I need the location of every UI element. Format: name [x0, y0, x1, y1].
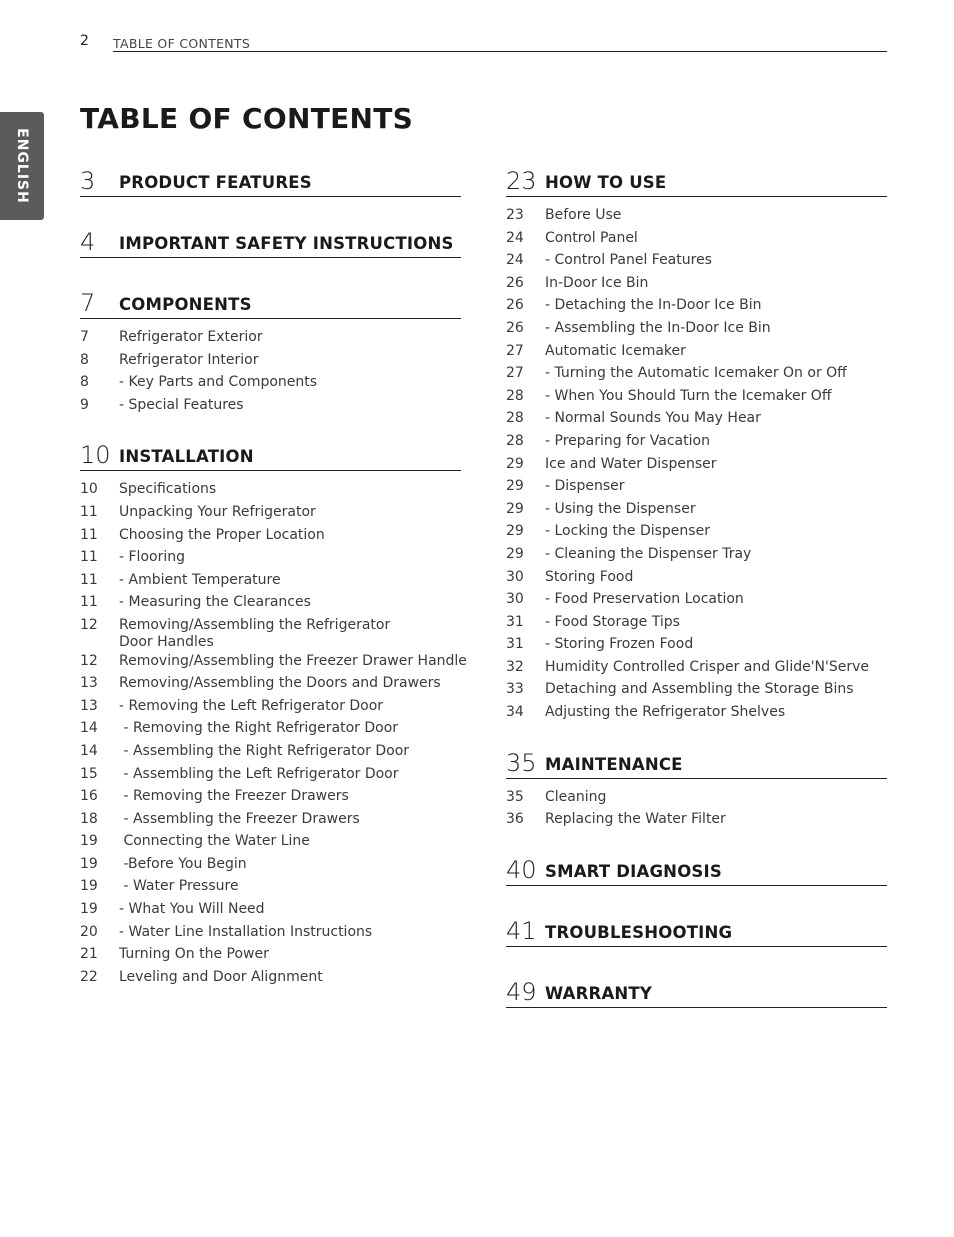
toc-entry[interactable] — [506, 678, 887, 701]
entry-page-number: 29 — [506, 478, 524, 495]
toc-entry[interactable] — [80, 591, 461, 614]
section-heading[interactable] — [80, 289, 461, 319]
toc-entry[interactable] — [80, 394, 461, 417]
toc-entry[interactable] — [80, 853, 461, 876]
toc-entry[interactable] — [506, 656, 887, 679]
entry-page-number: 21 — [80, 946, 98, 963]
section-heading[interactable] — [506, 917, 887, 947]
toc-entry[interactable] — [506, 294, 887, 317]
toc-entry[interactable] — [80, 830, 461, 853]
toc-section — [506, 749, 887, 831]
toc-section — [506, 167, 887, 724]
toc-entry[interactable] — [506, 362, 887, 385]
entry-title[interactable]: Refrigerator Interior — [119, 351, 259, 368]
entry-title[interactable]: Storing Food — [545, 568, 634, 585]
entry-page-number: 22 — [80, 968, 98, 985]
entry-page-number: 26 — [506, 274, 524, 291]
entry-page-number: 11 — [80, 526, 98, 543]
entry-page-number: 29 — [506, 523, 524, 540]
entry-page-number: 13 — [80, 675, 98, 692]
running-header: TABLE OF CONTENTS — [113, 36, 251, 51]
section-heading[interactable] — [506, 749, 887, 779]
entry-page-number: 28 — [506, 432, 524, 449]
entry-title[interactable]: - Cleaning the Dispenser Tray — [545, 545, 752, 562]
section-title[interactable]: INSTALLATION — [119, 447, 254, 467]
entry-title[interactable]: - Control Panel Features — [545, 252, 712, 269]
entry-page-number: 27 — [506, 342, 524, 359]
entry-page-number: 19 — [80, 878, 98, 895]
entry-page-number: 19 — [80, 833, 98, 850]
entry-page-number: 30 — [506, 568, 524, 585]
toc-section — [80, 441, 467, 988]
entry-title[interactable]: - Assembling the Left Refrigerator Door — [119, 765, 399, 782]
entry-title-continued[interactable]: Door Handles — [119, 633, 214, 650]
section-items — [506, 779, 887, 831]
entry-page-number: 15 — [80, 765, 98, 782]
entry-page-number: 32 — [506, 658, 524, 675]
entry-title[interactable]: In-Door Ice Bin — [545, 274, 649, 291]
entry-title[interactable]: Detaching and Assembling the Storage Bins — [545, 681, 854, 698]
entry-page-number: 14 — [80, 742, 98, 759]
page-title: TABLE OF CONTENTS — [80, 102, 414, 135]
toc-entry[interactable] — [80, 898, 461, 921]
entry-page-number: 8 — [80, 374, 89, 391]
toc-entry[interactable] — [80, 326, 461, 349]
toc-entry[interactable] — [80, 763, 461, 786]
entry-title[interactable]: - Removing the Right Refrigerator Door — [119, 720, 399, 737]
entry-page-number: 35 — [506, 788, 524, 805]
toc-entry[interactable] — [80, 875, 461, 898]
section-heading[interactable] — [506, 978, 887, 1008]
entry-title[interactable]: Control Panel — [545, 229, 638, 246]
section-page-number: 23 — [506, 167, 537, 195]
entry-title[interactable]: - Assembling the In-Door Ice Bin — [545, 319, 771, 336]
header-rule — [113, 51, 887, 52]
entry-title[interactable]: - Storing Frozen Food — [545, 636, 694, 653]
section-page-number: 3 — [80, 167, 96, 195]
toc-entry[interactable] — [80, 785, 461, 808]
entry-title[interactable]: - Food Preservation Location — [545, 591, 744, 608]
entry-page-number: 13 — [80, 697, 98, 714]
entry-title[interactable]: Connecting the Water Line — [119, 833, 310, 850]
section-title[interactable]: TROUBLESHOOTING — [545, 922, 733, 942]
entry-title[interactable]: - Using the Dispenser — [545, 500, 696, 517]
entry-title[interactable]: - Special Features — [119, 396, 244, 413]
section-title[interactable]: SMART DIAGNOSIS — [545, 861, 722, 881]
toc-entry[interactable] — [506, 317, 887, 340]
page-number: 2 — [80, 33, 89, 49]
entry-title[interactable]: Refrigerator Exterior — [119, 329, 263, 345]
toc-entry[interactable] — [80, 349, 461, 372]
entry-title[interactable]: Cleaning — [545, 788, 607, 805]
toc-entry[interactable] — [506, 407, 887, 430]
toc-section — [80, 228, 461, 258]
entry-title[interactable]: Leveling and Door Alignment — [119, 968, 323, 985]
toc-right-column — [506, 167, 887, 1039]
toc-entry[interactable] — [506, 786, 887, 809]
toc-entry[interactable] — [80, 569, 461, 592]
section-page-number: 35 — [506, 748, 537, 777]
entry-title[interactable]: Adjusting the Refrigerator Shelves — [545, 704, 786, 721]
entry-page-number: 29 — [506, 455, 524, 472]
section-page-number: 7 — [80, 289, 96, 317]
toc-entry[interactable] — [80, 740, 461, 763]
section-title[interactable]: COMPONENTS — [119, 295, 252, 314]
entry-title[interactable]: - Assembling the Freezer Drawers — [119, 810, 360, 827]
entry-title[interactable]: - Water Pressure — [119, 878, 239, 895]
entry-title[interactable]: Before Use — [545, 207, 622, 223]
toc-entry[interactable] — [506, 808, 887, 831]
toc-entry[interactable] — [506, 272, 887, 295]
entry-page-number: 24 — [506, 252, 524, 269]
entry-title[interactable]: Removing/Assembling the Freezer Drawer Handle — [119, 652, 467, 669]
section-title[interactable]: HOW TO USE — [545, 173, 667, 192]
entry-page-number: 8 — [80, 351, 89, 368]
entry-title[interactable]: - When You Should Turn the Icemaker Off — [545, 387, 832, 404]
entry-page-number: 11 — [80, 571, 98, 588]
toc-section — [506, 978, 887, 1008]
entry-title[interactable]: -Before You Begin — [119, 855, 247, 872]
entry-title[interactable]: - Removing the Left Refrigerator Door — [119, 697, 384, 714]
entry-page-number: 26 — [506, 319, 524, 336]
entry-page-number: 23 — [506, 207, 524, 223]
entry-page-number: 9 — [80, 396, 89, 413]
section-heading[interactable] — [80, 167, 461, 197]
section-page-number: 41 — [506, 916, 537, 945]
entry-title[interactable]: Replacing the Water Filter — [545, 811, 726, 828]
toc-entry[interactable] — [506, 498, 887, 521]
section-title[interactable]: IMPORTANT SAFETY INSTRUCTIONS — [119, 234, 454, 253]
entry-title[interactable]: Specifications — [119, 481, 217, 498]
toc-entry[interactable] — [80, 943, 461, 966]
entry-page-number: 33 — [506, 681, 524, 698]
entry-title[interactable]: - Locking the Dispenser — [545, 523, 710, 540]
toc-entry[interactable] — [80, 614, 461, 650]
toc-entry[interactable] — [80, 524, 461, 547]
entry-page-number: 20 — [80, 923, 98, 940]
entry-page-number: 27 — [506, 365, 524, 382]
toc-section — [506, 917, 887, 947]
entry-page-number: 18 — [80, 810, 98, 827]
entry-page-number: 11 — [80, 503, 98, 520]
entry-title[interactable]: - Normal Sounds You May Hear — [545, 410, 761, 427]
toc-entry[interactable] — [506, 430, 887, 453]
entry-page-number: 11 — [80, 549, 98, 566]
entry-title[interactable]: Unpacking Your Refrigerator — [119, 503, 316, 520]
toc-section — [80, 289, 461, 416]
entry-title[interactable]: - Dispenser — [545, 478, 625, 495]
entry-title[interactable]: Removing/Assembling the Refrigerator — [119, 616, 391, 633]
toc-entry[interactable] — [80, 695, 461, 718]
entry-title[interactable]: - Water Line Installation Instructions — [119, 923, 373, 940]
section-heading[interactable] — [80, 441, 461, 471]
entry-title[interactable]: - Measuring the Clearances — [119, 594, 311, 611]
entry-title[interactable]: - Key Parts and Components — [119, 374, 318, 391]
toc-entry[interactable] — [80, 501, 461, 524]
toc-entry[interactable] — [506, 543, 887, 566]
toc-entry[interactable] — [506, 453, 887, 476]
toc-entry[interactable] — [506, 520, 887, 543]
entry-page-number: 12 — [80, 616, 98, 633]
entry-page-number: 14 — [80, 720, 98, 737]
entry-title[interactable]: - Removing the Freezer Drawers — [119, 788, 349, 805]
toc-entry[interactable] — [506, 588, 887, 611]
language-tab — [0, 112, 44, 220]
toc-entry[interactable] — [80, 921, 461, 944]
entry-title[interactable]: - Assembling the Right Refrigerator Door — [119, 742, 410, 759]
entry-title[interactable]: - Turning the Automatic Icemaker On or Off — [545, 365, 847, 382]
entry-page-number: 11 — [80, 594, 98, 611]
toc-entry[interactable] — [506, 340, 887, 363]
section-page-number: 4 — [80, 228, 96, 256]
entry-page-number: 31 — [506, 613, 524, 630]
entry-title[interactable]: Removing/Assembling the Doors and Drawers — [119, 675, 441, 692]
entry-page-number: 34 — [506, 704, 524, 721]
section-title[interactable]: WARRANTY — [545, 983, 653, 1003]
entry-title[interactable]: Turning On the Power — [119, 946, 269, 963]
entry-title[interactable]: Choosing the Proper Location — [119, 526, 325, 543]
entry-page-number: 28 — [506, 410, 524, 427]
toc-entry[interactable] — [80, 808, 461, 831]
toc-entry[interactable] — [80, 966, 461, 989]
entry-title[interactable]: - Ambient Temperature — [119, 571, 281, 588]
section-items — [80, 471, 467, 988]
toc-entry[interactable] — [80, 672, 461, 695]
section-page-number: 40 — [506, 855, 537, 884]
entry-title[interactable]: - Flooring — [119, 549, 185, 566]
toc-entry[interactable] — [80, 371, 461, 394]
entry-page-number: 29 — [506, 500, 524, 517]
entry-page-number: 26 — [506, 297, 524, 314]
section-heading[interactable] — [506, 167, 887, 197]
entry-title[interactable]: - What You Will Need — [119, 901, 265, 918]
entry-title[interactable]: Automatic Icemaker — [545, 342, 686, 359]
entry-page-number: 28 — [506, 387, 524, 404]
section-title[interactable]: PRODUCT FEATURES — [119, 173, 312, 192]
section-items — [80, 319, 461, 416]
entry-page-number: 30 — [506, 591, 524, 608]
toc-entry[interactable] — [80, 717, 461, 740]
toc-entry[interactable] — [506, 633, 887, 656]
toc-section — [506, 856, 887, 886]
entry-page-number: 19 — [80, 901, 98, 918]
language-tab-label: ENGLISH — [14, 128, 30, 204]
toc-entry[interactable] — [80, 546, 461, 569]
entry-page-number: 10 — [80, 481, 98, 498]
entry-page-number: 19 — [80, 855, 98, 872]
entry-page-number: 16 — [80, 788, 98, 805]
toc-entry[interactable] — [80, 650, 467, 673]
entry-title[interactable]: - Food Storage Tips — [545, 613, 680, 630]
toc-entry[interactable] — [80, 478, 461, 501]
entry-page-number: 12 — [80, 652, 98, 669]
section-heading[interactable] — [506, 856, 887, 886]
entry-title[interactable]: Humidity Controlled Crisper and Glide'N'Serve — [545, 658, 870, 675]
section-heading[interactable] — [80, 228, 461, 258]
entry-page-number: 36 — [506, 811, 524, 828]
entry-page-number: 7 — [80, 329, 89, 345]
entry-title[interactable]: - Preparing for Vacation — [545, 432, 710, 449]
toc-left-column — [80, 167, 467, 1013]
toc-entry[interactable] — [506, 227, 887, 250]
entry-page-number: 24 — [506, 229, 524, 246]
toc-entry[interactable] — [506, 611, 887, 634]
entry-page-number: 31 — [506, 636, 524, 653]
section-page-number: 10 — [80, 441, 111, 470]
toc-entry[interactable] — [506, 385, 887, 408]
entry-page-number: 29 — [506, 545, 524, 562]
toc-section — [80, 167, 461, 197]
section-items — [506, 197, 887, 724]
toc-entry[interactable] — [506, 249, 887, 272]
toc-entry[interactable] — [506, 204, 887, 227]
entry-title[interactable]: - Detaching the In-Door Ice Bin — [545, 297, 762, 314]
toc-entry[interactable] — [506, 701, 887, 724]
toc-entry[interactable] — [506, 475, 887, 498]
section-title[interactable]: MAINTENANCE — [545, 754, 683, 774]
toc-entry[interactable] — [506, 566, 887, 589]
section-page-number: 49 — [506, 977, 537, 1006]
entry-title[interactable]: Ice and Water Dispenser — [545, 455, 717, 472]
